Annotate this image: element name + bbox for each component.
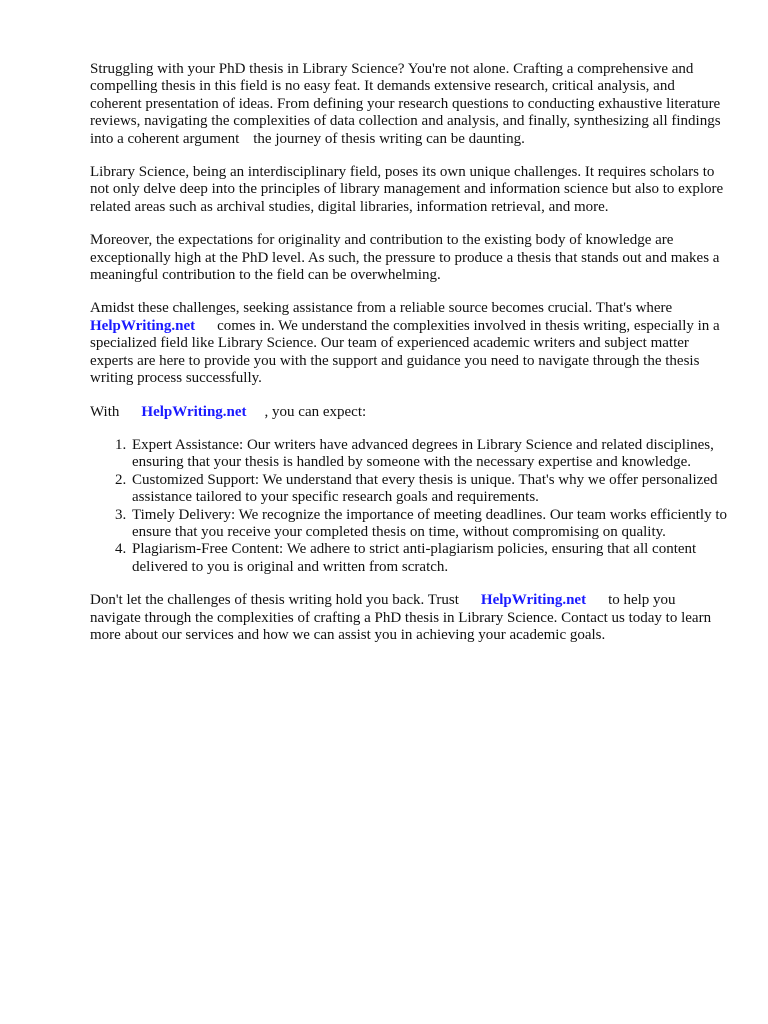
closing-intro-text: Don't let the challenges of thesis writing hold you back. Trust: [90, 592, 459, 609]
list-item: 1. Expert Assistance: Our writers have advanced degrees in Library Science and related disciplines, ensuring that your thesis is handled by someone with the necessary expertise and knowledge.: [130, 437, 730, 472]
paragraph-assistance: [90, 300, 730, 387]
paragraph-intro-text: Struggling with your PhD thesis in Library Science? You're not alone. Crafting a comprehensive and compelling thesis in this field is no easy feat. It demands extensive research, critical analysis, and coherent presentation of ideas. From defining your research questions to conducting exhaustive literature reviews, navigating the complexities of data collection and analysis, and finally, synthesizing all findings into a coherent argument: [90, 61, 721, 147]
paragraph-expect: [90, 404, 730, 421]
expect-rest-text: , you can expect:: [264, 403, 367, 420]
paragraph-intro-tail: the journey of thesis writing can be daunting.: [253, 130, 525, 147]
brand-link[interactable]: HelpWriting.net: [141, 403, 247, 420]
paragraph-expectations: Moreover, the expectations for originality and contribution to the existing body of knowledge are exceptionally high at the PhD level. As such, the pressure to produce a thesis that stands out and makes a meaningful contribution to the field can be overwhelming.: [90, 232, 720, 284]
benefits-list: [90, 437, 730, 576]
brand-link[interactable]: HelpWriting.net: [90, 317, 196, 334]
expect-with-text: With: [90, 403, 120, 420]
paragraph-interdisciplinary: Library Science, being an interdisciplinary field, poses its own unique challenges. It requires scholars to not only delve deep into the principles of library management and information science but also to explore related areas such as archival studies, digital libraries, information retrieval, and more.: [90, 164, 724, 215]
closing-rest-text: to help you navigate through the complexities of crafting a PhD thesis in Library Science. Contact us today to learn more about our services and how we can assist you in achieving your academic goals.: [90, 592, 712, 643]
paragraph-closing: [90, 592, 730, 644]
list-item: 4. Plagiarism-Free Content: We adhere to strict anti-plagiarism policies, ensuring that all content delivered to you is original and written from scratch.: [130, 541, 730, 576]
document-body: [90, 61, 730, 660]
brand-link[interactable]: HelpWriting.net: [480, 592, 587, 609]
paragraph-intro: [90, 61, 730, 148]
assistance-intro-text: Amidst these challenges, seeking assistance from a reliable source becomes crucial. That's where: [90, 300, 673, 317]
list-item: 2. Customized Support: We understand that every thesis is unique. That's why we offer personalized assistance tailored to your specific research goals and requirements.: [130, 472, 730, 507]
list-item: 3. Timely Delivery: We recognize the importance of meeting deadlines. Our team works efficiently to ensure that you receive your completed thesis on time, without compromising on quality.: [130, 507, 730, 542]
assistance-rest-text: comes in. We understand the complexities involved in thesis writing, especially in a specialized field like Library Science. Our team of experienced academic writers and subject matter experts are here to provide you with the support and guidance you need to navigate through the thesis writing process successfully.: [90, 317, 720, 387]
